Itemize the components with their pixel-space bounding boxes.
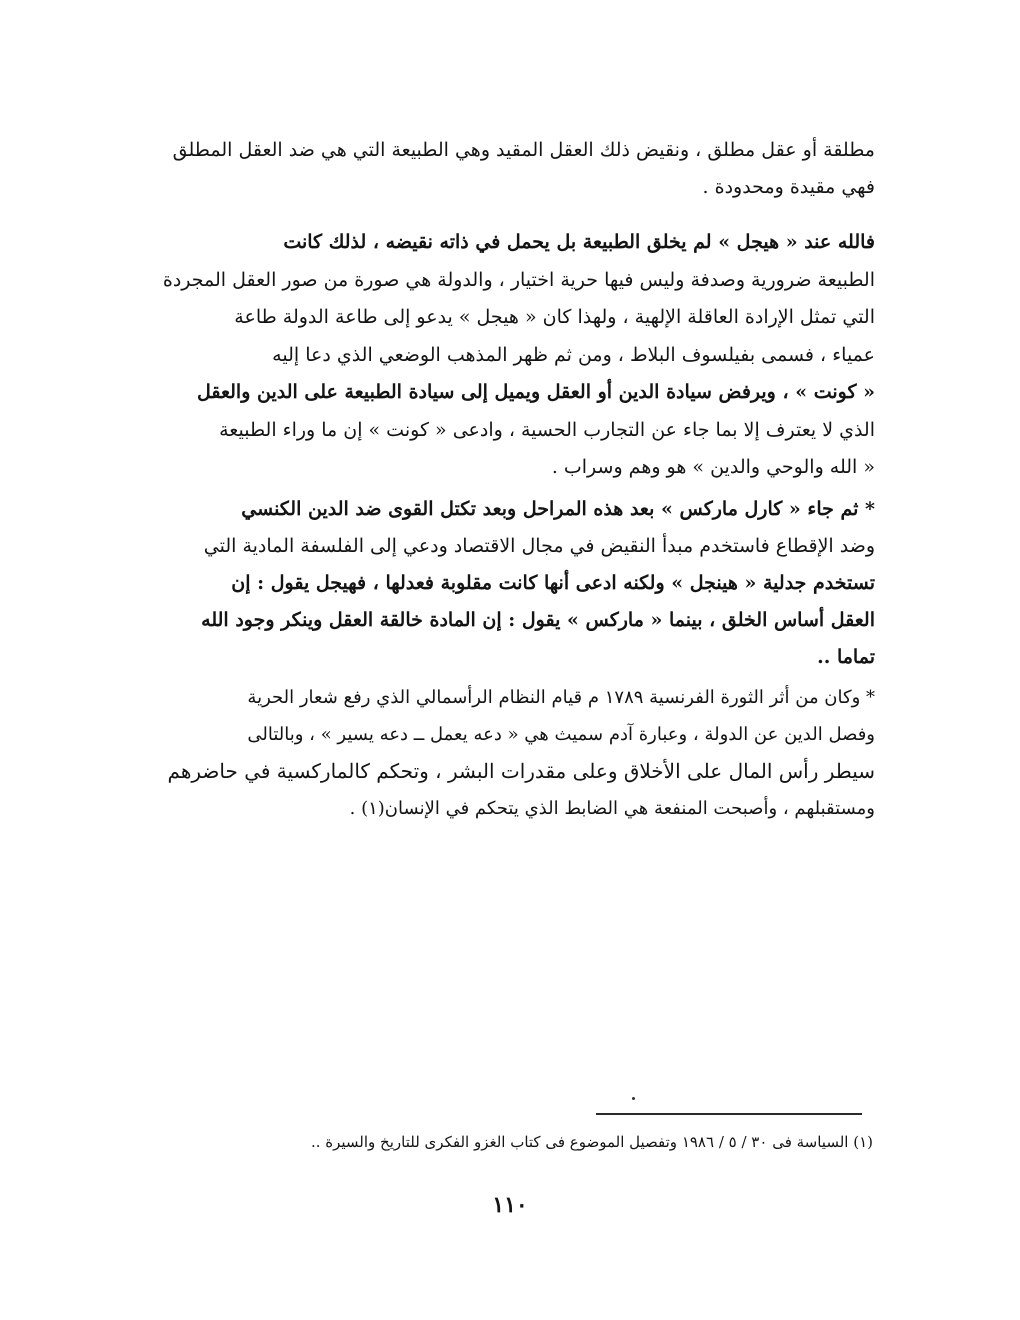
text-line: العقل أساس الخلق ، بينما « ماركس » يقول : إن المادة خالقة العقل وينكر وجود الله bbox=[201, 609, 875, 631]
text-line: وضد الإقطاع فاستخدم مبدأ النقيض في مجال الاقتصاد ودعي إلى الفلسفة المادية التي bbox=[203, 535, 875, 557]
text-line: تستخدم جدلية « هينجل » ولكنه ادعى أنها كانت مقلوبة فعدلها ، فهيجل يقول : إن bbox=[231, 572, 875, 594]
speck bbox=[632, 1097, 635, 1100]
page-number: ١١٠ bbox=[492, 1192, 528, 1218]
text-line: فهي مقيدة ومحدودة . bbox=[702, 176, 875, 198]
text-line: الذي لا يعترف إلا بما جاء عن التجارب الحسية ، وادعى « كونت » إن ما وراء الطبيعة bbox=[219, 418, 875, 441]
text-line: * وكان من أثر الثورة الفرنسية ١٧٨٩ م قيام النظام الرأسمالي الذي رفع شعار الحرية bbox=[247, 687, 875, 708]
paragraph-4 bbox=[160, 679, 875, 827]
text-line: وفصل الدين عن الدولة ، وعبارة آدم سميث هي « دعه يعمل ــ دعه يسير » ، وبالتالى bbox=[247, 724, 875, 745]
text-line: التي تمثل الإرادة العاقلة الإلهية ، ولهذا كان « هيجل » يدعو إلى طاعة الدولة طاعة bbox=[234, 306, 875, 328]
text-line: « الله والوحي والدين » هو وهم وسراب . bbox=[551, 456, 875, 478]
text-line: مطلقة أو عقل مطلق ، ونقيض ذلك العقل المقيد وهي الطبيعة التي هي ضد العقل المطلق bbox=[172, 139, 875, 161]
text-line: ومستقبلهم ، وأصبحت المنفعة هي الضابط الذي يتحكم في الإنسان(١) . bbox=[349, 798, 875, 819]
text-line: سيطر رأس المال على الأخلاق وعلى مقدرات البشر ، وتحكم كالماركسية في حاضرهم bbox=[167, 759, 875, 783]
text-line: عمياء ، فسمى بفيلسوف البلاط ، ومن ثم ظهر المذهب الوضعي الذي دعا إليه bbox=[272, 343, 875, 366]
text-line: فالله عند « هيجل » لم يخلق الطبيعة بل يحمل في ذاته نقيضه ، لذلك كانت bbox=[283, 231, 875, 253]
paragraph-2 bbox=[160, 224, 875, 487]
text-line: الطبيعة ضرورية وصدفة وليس فيها حرية اختيار ، والدولة هي صورة من صور العقل المجردة bbox=[162, 268, 875, 291]
text-line: تماما .. bbox=[817, 646, 875, 668]
footnote: (١) السياسة فى ٣٠ / ٥ / ١٩٨٦ وتفصيل الموضوع فى كتاب الغزو الفكرى للتاريخ والسيرة .. bbox=[310, 1133, 873, 1151]
paragraph-1 bbox=[160, 132, 875, 206]
footnote-divider bbox=[596, 1113, 862, 1115]
text-line: * ثم جاء « كارل ماركس » بعد هذه المراحل وبعد تكتل القوى ضد الدين الكنسي bbox=[241, 498, 875, 520]
text-line: « كونت » ، ويرفض سيادة الدين أو العقل ويميل إلى سيادة الطبيعة على الدين والعقل bbox=[196, 381, 875, 403]
paragraph-3 bbox=[160, 491, 875, 676]
